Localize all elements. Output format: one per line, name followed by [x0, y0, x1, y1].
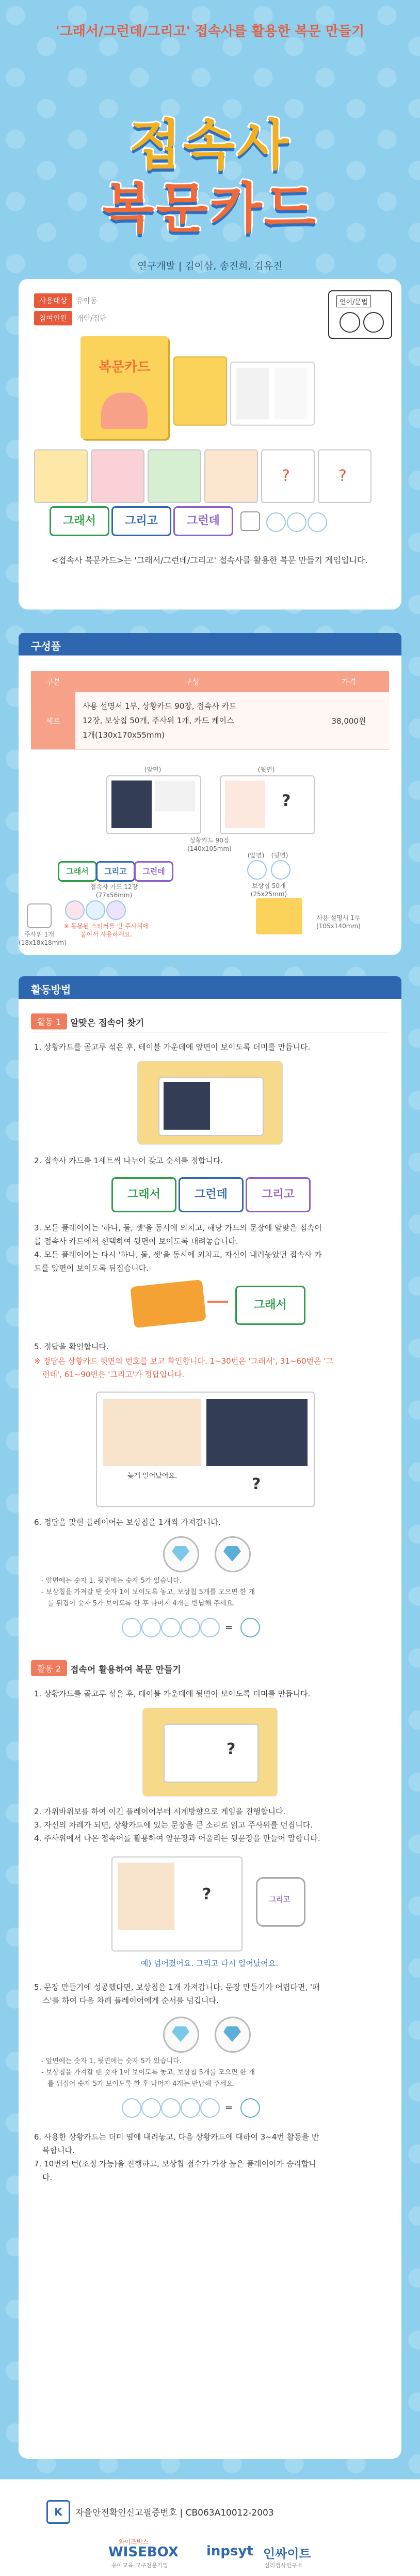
dice-image: 그리고	[256, 1877, 305, 1927]
rule-note: - 앞면에는 숫자 1, 뒷면에는 숫자 5가 있습니다.	[41, 1577, 182, 1585]
word-card-geurigo: 그리고	[246, 1177, 311, 1212]
reward-chip	[122, 2098, 141, 2118]
step1-item-2: 2. 접속사 카드를 1세트씩 나누어 갖고 순서를 정합니다.	[34, 1156, 223, 1165]
insight-logo: 인싸이트	[263, 2547, 311, 2561]
description: <접속사 복문카드>는 '그래서/그런데/그리고' 접속사를 활용한 복문 만들기 게임입니다.	[51, 555, 368, 565]
tag-players-value: 개인/집단	[76, 315, 107, 323]
cert-text: 자율안전확인신고필증번호 | CB063A10012-2003	[75, 2508, 274, 2518]
content-line: 1개(130x170x55mm)	[83, 730, 165, 740]
step1-item-4: 4. 모든 플레이어는 다시 '하나, 둘, 셋'을 동시에 외치고, 자신이 내려놓았던 접속사 카	[34, 1250, 322, 1259]
word-card-geureonde: 그런데	[134, 861, 173, 882]
step1-item-3-cont: 를 접속사 카드에서 선택하여 뒷면이 보이도록 내려놓습니다.	[34, 1237, 238, 1246]
face-icon	[363, 312, 384, 333]
word-card-geureonde: 그런데	[173, 506, 233, 536]
title-line-1: 접속사	[129, 114, 291, 177]
table-cell-label: 세트	[31, 692, 75, 750]
situation-caption: 상황카드 90장 (140x105mm)	[187, 837, 232, 852]
reward-chip	[181, 2098, 200, 2118]
situation-card-back: ?	[261, 449, 315, 503]
situation-card	[34, 449, 88, 503]
credits: 연구개발 | 김이삼, 송진희, 김유진	[137, 260, 283, 272]
content-line: 12장, 보상칩 50개, 주사위 1개, 카드 케이스	[83, 716, 234, 725]
dice-sticker	[106, 900, 126, 920]
step2-item-2: 2. 가위바위보를 하여 이긴 플레이어부터 시계방향으로 게임을 진행합니다.	[34, 1807, 286, 1816]
step2-item-3: 3. 자신의 차례가 되면, 상황카드에 있는 문장을 큰 소리로 읽고 주사위를 던집니다.	[34, 1820, 313, 1830]
step1-item-3: 3. 모든 플레이어는 '하나, 둘, 셋'을 동시에 외치고, 해당 카드의 문장에 알맞은 접속어	[34, 1223, 322, 1232]
brand2-sub: 심리검사연구소	[264, 2562, 303, 2569]
reward-chip-five	[240, 1618, 260, 1637]
reward-chip-back	[215, 2017, 251, 2053]
reward-chip	[161, 2098, 181, 2118]
reward-caption: 보상칩 50개 (25x25mm)	[250, 882, 287, 898]
reward-chip	[141, 2098, 161, 2118]
equals-icon: =	[225, 2102, 233, 2113]
step2-title: 접속어 활용하여 복문 만들기	[70, 1665, 181, 1675]
reward-chip	[122, 1618, 141, 1637]
word-card-geurigo: 그리고	[96, 861, 135, 882]
composition-card	[19, 655, 401, 955]
step2-item-6: 6. 사용한 상황카드는 더미 옆에 내려놓고, 다음 상황카드에 대하여 3~4번 활동을 반	[34, 2132, 319, 2142]
section-header-activity	[19, 976, 401, 999]
arrow-icon	[207, 1301, 228, 1303]
composition-table	[31, 671, 389, 750]
badge-text: 언어/문법	[336, 295, 371, 307]
step2-item-7: 7. 10번의 턴(조정 가능)을 진행하고, 보상칩 점수가 가장 높은 플레이어가 승리합니	[34, 2159, 316, 2168]
answer-note-cont: 런데', 61~90번은 '그리고'가 정답입니다.	[42, 1370, 185, 1379]
step2-item-5-cont: 스'를 하여 다음 차례 플레이어에게 순서를 넘깁니다.	[42, 1996, 219, 2005]
situation-card-back: ?	[318, 449, 371, 503]
step2-item-7-cont: 다.	[42, 2173, 53, 2182]
illustration-deck	[137, 1061, 283, 1145]
word-card-geurigo: 그리고	[111, 506, 171, 536]
table-header: 구분	[31, 671, 75, 692]
card-spread	[34, 449, 385, 501]
dice-image	[240, 511, 260, 531]
step2-item-6-cont: 복합니다.	[42, 2146, 75, 2155]
tag-players-label: 참여인원	[34, 311, 72, 325]
word-card-geuraeseo: 그래서	[58, 861, 97, 882]
situation-card-example: 늦게 일어났어요. ?	[96, 1392, 315, 1507]
illustration-deck-back: ?	[142, 1708, 278, 1797]
word-card-geuraeseo: 그래서	[50, 506, 109, 536]
activity-card	[19, 999, 401, 2459]
step1-item-4-cont: 드를 앞면이 보이도록 뒤집습니다.	[34, 1263, 149, 1273]
dice-sticker	[86, 900, 105, 920]
card-phrase: 늦게 일어났어요.	[127, 1472, 177, 1480]
section-title: 구성품	[31, 640, 61, 652]
reward-back-label: (뒷면)	[271, 852, 288, 859]
dice-sticker	[65, 900, 85, 920]
word-card-geuraeseo: 그래서	[111, 1177, 176, 1212]
conj-caption: 접속사 카드 12장 (77x56mm)	[90, 883, 138, 899]
card-flip-illustration	[130, 1279, 206, 1328]
reward-chip-front	[247, 860, 267, 880]
rule-note: - 앞면에는 숫자 1, 뒷면에는 숫자 5가 있습니다.	[41, 2057, 182, 2065]
manual-image	[256, 898, 302, 934]
category-badge	[328, 290, 392, 339]
inpsyt-logo: inpsyt	[206, 2543, 253, 2559]
dice-image	[27, 903, 52, 928]
rule-note: - 보상칩을 가져갈 땐 숫자 1이 보이도록 놓고, 보상칩 5개를 모으면 한 개	[41, 2069, 255, 2077]
manual-image	[173, 356, 227, 426]
info-card	[19, 279, 401, 610]
reward-chip-five	[240, 2098, 260, 2118]
kids-illustration	[101, 393, 148, 429]
step1-item-6: 6. 정답을 맞힌 플레이어는 보상칩을 1개씩 가져갑니다.	[34, 1518, 221, 1527]
step1-item-5: 5. 정답을 확인합니다.	[34, 1342, 109, 1351]
situation-card	[204, 449, 258, 503]
step2-item-4: 4. 주사위에서 나온 접속어를 활용하여 앞문장과 어울리는 뒷문장을 만들어 말합니다.	[34, 1834, 320, 1843]
tag-target-label: 사용대상	[34, 293, 72, 308]
situation-card	[148, 449, 201, 503]
equals-icon: =	[225, 1622, 233, 1633]
situation-card	[91, 449, 144, 503]
table-cell-price: 38,000원	[309, 692, 389, 750]
table-header: 가격	[309, 671, 389, 692]
table-header: 구성	[75, 671, 309, 692]
footer	[0, 2479, 420, 2576]
step1-item-1: 1. 상황카드를 골고루 섞은 후, 테이블 가운데에 앞면이 보이도록 더미를 만듭니다.	[34, 1042, 311, 1052]
reward-chip-back	[271, 860, 290, 880]
front-label: (앞면)	[144, 766, 161, 773]
brand1-top: 와이즈박스	[119, 2538, 149, 2546]
table-cell-content	[75, 692, 309, 750]
example-sentence: 예) 넘어졌어요. 그리고 다시 일어났어요.	[140, 1959, 279, 1968]
reward-chip-back	[215, 1536, 251, 1572]
reward-chip-front	[163, 2017, 199, 2053]
rule-note: - 보상칩을 가져갈 땐 숫자 1이 보이도록 놓고, 보상칩 5개를 모으면 한 개	[41, 1588, 255, 1596]
reward-front-label: (앞면)	[247, 852, 265, 859]
dice-note: ※ 동봉된 스티커를 빈 주사위에 붙여서 사용하세요.	[63, 923, 149, 938]
reward-chip-front	[163, 1536, 199, 1572]
tag-target-value: 유아동	[76, 297, 98, 305]
page-title	[0, 114, 420, 240]
step1-pill: 활동 1	[31, 1013, 67, 1029]
manual-caption: 사용 설명서 1부 (105x140mm)	[316, 914, 361, 930]
step2-item-1: 1. 상황카드를 골고루 섞은 후, 테이블 가운데에 뒷면이 보이도록 더미를 만듭니다.	[34, 1689, 311, 1698]
reward-chip	[161, 1618, 181, 1637]
word-card-geuraeseo: 그래서	[235, 1286, 305, 1325]
step1-title: 알맞은 접속어 찾기	[70, 1018, 144, 1028]
situation-card-example: ?	[111, 1856, 243, 1951]
section-title: 활동방법	[31, 983, 71, 996]
rule-note: 를 뒤집어 숫자 5가 보이도록 한 후 나머지 4개는 반납해 주세요.	[47, 2080, 235, 2088]
reward-chip	[308, 512, 327, 532]
product-box-title: 복문카드	[98, 360, 151, 375]
situation-card-image	[230, 362, 315, 426]
back-label: (뒷면)	[257, 766, 275, 773]
content-line: 사용 설명서 1부, 상황카드 90장, 접속사 카드	[83, 701, 237, 711]
wisebox-logo: WISEBOX	[108, 2544, 179, 2560]
section-header-composition	[19, 633, 401, 655]
reward-chip	[287, 512, 306, 532]
reward-chip	[266, 512, 286, 532]
kc-mark-icon: K	[46, 2500, 70, 2524]
brand1-sub: 유아교육 교구전문기업	[111, 2562, 168, 2569]
subtitle: '그래서/그런데/그리고' 접속사를 활용한 복문 만들기	[55, 24, 365, 39]
rule-note: 를 뒤집어 숫자 5가 보이도록 한 후 나머지 4개는 반납해 주세요.	[47, 1600, 235, 1607]
situation-card-back: ?	[220, 775, 315, 834]
step2-pill: 활동 2	[31, 1660, 67, 1676]
product-box-image	[80, 336, 168, 439]
reward-chip	[181, 1618, 200, 1637]
reward-chip	[200, 1618, 220, 1637]
title-line-2: 복문카드	[102, 177, 318, 240]
face-icon	[340, 312, 360, 333]
situation-card-front	[106, 775, 201, 834]
answer-note: ※ 정답은 상황카드 뒷면의 번호를 보고 확인합니다. 1~30번은 '그래서', 31~60번은 '그	[34, 1356, 333, 1366]
word-card-geureonde: 그런데	[179, 1177, 244, 1212]
step2-item-5: 5. 문장 만들기에 성공했다면, 보상칩을 1개 가져갑니다. 문장 만들기가 어렵다면, '패	[34, 1982, 320, 1992]
dice-caption: 주사위 1개 (18x18x18mm)	[19, 931, 67, 946]
reward-chip	[200, 2098, 220, 2118]
reward-chip	[141, 1618, 161, 1637]
